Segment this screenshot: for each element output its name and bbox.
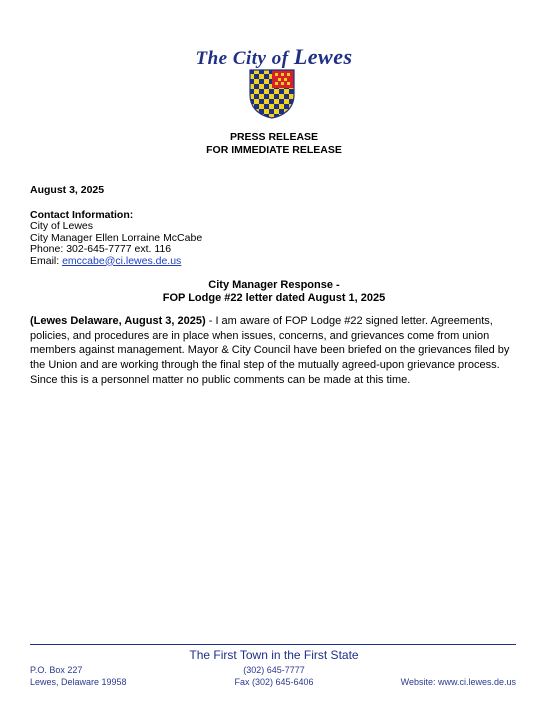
footer-tagline: The First Town in the First State <box>189 648 359 662</box>
immediate-release-heading: FOR IMMEDIATE RELEASE <box>206 144 342 156</box>
contact-phone: Phone: 302-645-7777 ext. 116 <box>30 243 172 255</box>
press-release-heading: PRESS RELEASE <box>229 131 319 143</box>
contact-heading: Contact Information: <box>30 209 134 221</box>
title-city-of: City of <box>232 48 289 69</box>
footer-website: Website: www.ci.lewes.de.us <box>400 677 516 687</box>
release-date: August 3, 2025 <box>30 184 105 196</box>
footer-phone: (302) 645-7777 <box>243 665 305 675</box>
footer-divider <box>30 644 516 645</box>
city-title <box>0 44 548 70</box>
headline-line1: City Manager Response - <box>208 279 340 291</box>
contact-email-line <box>30 255 181 268</box>
city-crest-icon <box>249 69 295 119</box>
body-paragraph <box>30 314 518 388</box>
email-label: Email: <box>30 254 63 267</box>
title-the: The <box>195 48 228 69</box>
footer-po-box: P.O. Box 227 <box>30 665 83 675</box>
email-link[interactable]: emccabe@ci.lewes.de.us <box>62 254 182 267</box>
body-text: - I am aware of FOP Lodge #22 signed letter. Agreements, policies, and procedures are in place when issues, concerns, and grievances come from union members against management. Mayor & City Council have been briefed on the grievances filed by the Union and are working through the final step of the mutually agreed-upon grievance process. Since this is a personnel matter no public comments can be made at this time. <box>30 315 510 386</box>
headline-line2: FOP Lodge #22 letter dated August 1, 2025 <box>162 292 386 304</box>
footer-city-state: Lewes, Delaware 19958 <box>30 677 127 687</box>
dateline: (Lewes Delaware, August 3, 2025) <box>30 315 206 327</box>
title-lewes: Lewes <box>293 44 353 69</box>
footer-fax: Fax (302) 645-6406 <box>234 677 314 687</box>
contact-name: City Manager Ellen Lorraine McCabe <box>30 231 203 244</box>
contact-org: City of Lewes <box>30 220 94 232</box>
